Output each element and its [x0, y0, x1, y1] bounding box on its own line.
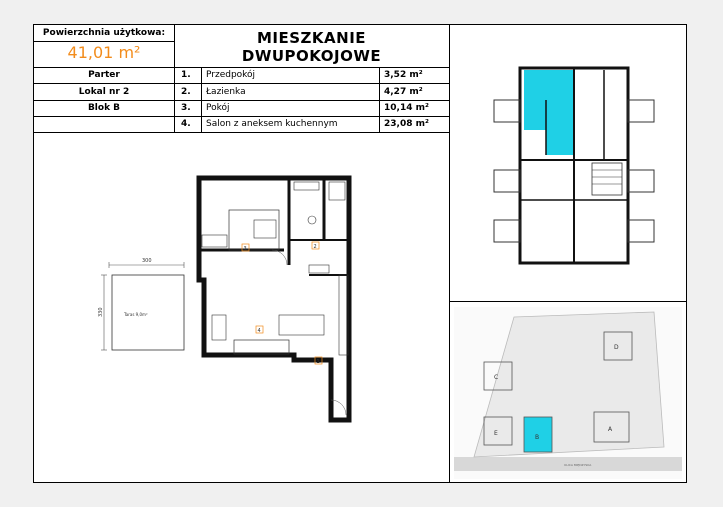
title-line2: DWUPOKOJOWE	[241, 47, 382, 65]
room-area: 10,14 m²	[384, 103, 429, 113]
dim-330: 330	[98, 307, 104, 317]
room-name: Pokój	[206, 103, 230, 113]
unit-label: Lokal nr 2	[78, 87, 130, 97]
site-plan	[454, 307, 682, 479]
room-number: 1.	[181, 70, 191, 80]
room-tag-1: 1	[316, 359, 320, 365]
apartment-floor-plan	[94, 170, 374, 435]
area-label: Powierzchnia użytkowa:	[42, 28, 166, 38]
building-label-d: D	[614, 344, 619, 351]
room-area: 23,08 m²	[384, 119, 429, 129]
room-tag-3: 3	[243, 246, 247, 252]
divider	[34, 100, 449, 101]
room-name: Łazienka	[206, 87, 246, 97]
divider	[34, 83, 449, 84]
street-label: ULICA MIĘDZYSKA	[564, 463, 592, 467]
room-area: 4,27 m²	[384, 87, 423, 97]
room-tag-2: 2	[313, 244, 317, 250]
divider	[201, 67, 202, 132]
terrace-label: Taras 9,0m²	[124, 312, 148, 317]
divider	[34, 41, 174, 42]
room-number: 4.	[181, 119, 191, 129]
divider	[34, 67, 449, 68]
room-number: 2.	[181, 87, 191, 97]
floor-label: Parter	[88, 70, 120, 80]
room-number: 3.	[181, 103, 191, 113]
divider	[449, 301, 686, 302]
building-label-c: C	[494, 374, 499, 381]
area-value: 41,01 m²	[67, 43, 141, 62]
divider	[34, 132, 449, 133]
block-label: Blok B	[87, 103, 121, 113]
divider	[449, 25, 450, 482]
room-area: 3,52 m²	[384, 70, 423, 80]
title-line1: MIESZKANIE	[256, 29, 367, 47]
building-floor-plan	[474, 60, 674, 270]
room-name: Salon z aneksem kuchennym	[206, 119, 338, 129]
building-label-a: A	[608, 426, 613, 433]
divider	[34, 116, 449, 117]
building-label-e: E	[494, 430, 498, 437]
room-tag-4: 4	[257, 328, 261, 334]
room-name: Przedpokój	[206, 70, 256, 80]
building-label-b: B	[535, 434, 540, 441]
document-sheet	[33, 24, 687, 483]
divider	[379, 67, 380, 132]
dim-300: 300	[142, 258, 152, 264]
